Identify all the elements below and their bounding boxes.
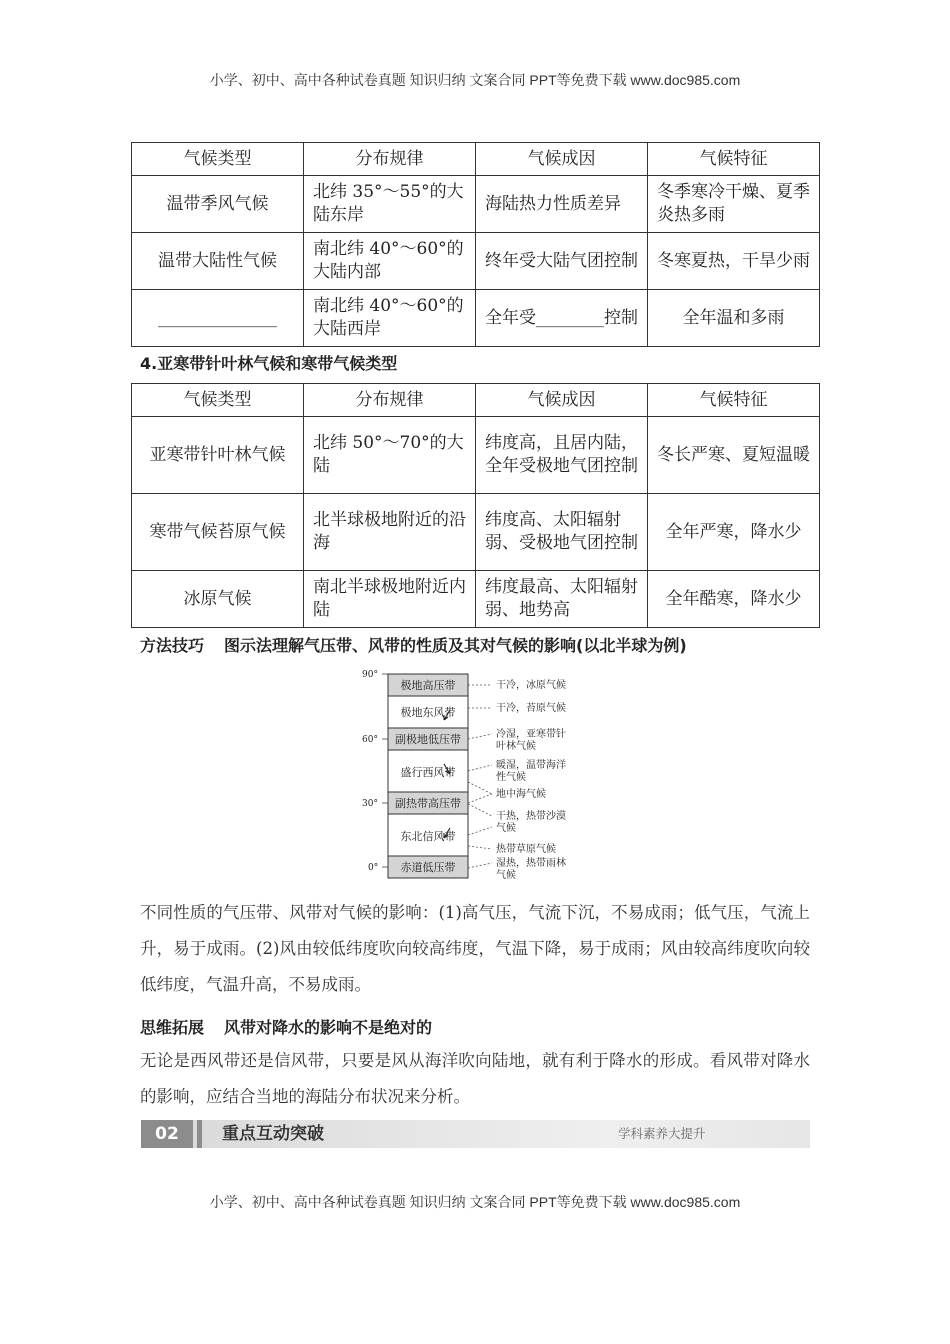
climate-tundra: 干冷，苔原气候 <box>496 703 566 714</box>
climate-savanna: 热带草原气候 <box>496 844 556 855</box>
climate-rainforest-line2: 气候 <box>496 870 516 881</box>
table-row <box>132 417 820 494</box>
table-row <box>132 494 820 571</box>
lat-label-0: 0° <box>368 863 379 873</box>
belt-equatorial-low: 赤道低压带 <box>400 861 456 874</box>
thinking-extension-title <box>140 1015 432 1038</box>
leader-lines <box>468 685 492 868</box>
climate-ice-cap: 干冷，冰原气候 <box>496 680 566 691</box>
climate-oceanic-line1: 暖湿，温带海洋 <box>496 760 566 771</box>
cell-cause: 终年受大陆气团控制 <box>476 233 648 290</box>
banner-number: 02 <box>141 1120 193 1148</box>
banner-subtitle: 学科素养大提升 <box>618 1126 706 1141</box>
cell-climate-type-blank: ______________ <box>132 290 304 347</box>
belt-polar-easterlies: 极地东风带 <box>400 706 456 719</box>
lat-label-30: 30° <box>362 799 378 809</box>
lat-label-60: 60° <box>362 735 378 745</box>
page-footer: 小学、初中、高中各种试卷真题 知识归纳 文案合同 PPT等免费下载 www.doc985.com <box>209 1194 741 1210</box>
thinking-extension-label: 思维拓展 <box>140 1018 205 1037</box>
table-row <box>132 290 820 347</box>
belt-ne-trades: 东北信风带 <box>400 830 456 843</box>
cell-distribution: 南北半球极地附近内陆 <box>304 571 476 628</box>
climate-taiga-line2: 叶林气候 <box>496 741 536 752</box>
belt-subtropical-high: 副热带高压带 <box>395 797 461 810</box>
cell-feature: 全年温和多雨 <box>648 290 820 347</box>
cell-cause: 纬度最高、太阳辐射弱、地势高 <box>476 571 648 628</box>
method-tip-title <box>140 633 687 656</box>
table-row <box>132 233 820 290</box>
lat-label-90: 90° <box>362 670 378 680</box>
col-header: 气候类型 <box>132 143 304 176</box>
belt-westerlies: 盛行西风带 <box>400 766 456 779</box>
cell-cause: 纬度高、太阳辐射弱、受极地气团控制 <box>476 494 648 571</box>
belt-polar-high: 极地高压带 <box>400 679 456 692</box>
extension-paragraph: 无论是西风带还是信风带，只要是风从海洋吹向陆地，就有利于降水的形成。看风带对降水的影响，应结合当地的海陆分布状况来分析。 <box>140 1051 810 1106</box>
thinking-extension-text: 风带对降水的影响不是绝对的 <box>224 1018 433 1037</box>
col-header: 分布规律 <box>304 384 476 417</box>
cell-distribution: 南北纬 40°～60°的大陆内部 <box>304 233 476 290</box>
cell-climate-type: 寒带气候苔原气候 <box>132 494 304 571</box>
cell-cause: 全年受________控制 <box>476 290 648 347</box>
climate-table-temperate <box>131 142 820 347</box>
col-header: 气候类型 <box>132 384 304 417</box>
pressure-wind-belt-diagram <box>360 664 600 890</box>
cell-feature: 冬长严寒、夏短温暖 <box>648 417 820 494</box>
cell-distribution: 北半球极地附近的沿海 <box>304 494 476 571</box>
cell-feature: 全年严寒，降水少 <box>648 494 820 571</box>
cell-climate-type: 温带大陆性气候 <box>132 233 304 290</box>
climate-desert-line1: 干热，热带沙漠 <box>496 811 566 822</box>
explanation-paragraph: 不同性质的气压带、风带对气候的影响：(1)高气压，气流下沉，不易成雨；低气压，气流上升，易于成雨。(2)风由较低纬度吹向较高纬度，气温下降，易于成雨；风由较高纬度吹向较低纬度，气温升高，不易成雨。 <box>140 903 810 994</box>
climate-rainforest-line1: 湿热，热带雨林 <box>496 858 566 869</box>
cell-climate-type: 冰原气候 <box>132 571 304 628</box>
table-row <box>132 176 820 233</box>
table-row <box>132 571 820 628</box>
cell-climate-type: 亚寒带针叶林气候 <box>132 417 304 494</box>
climate-oceanic-line2: 性气候 <box>496 772 526 783</box>
cell-feature: 全年酷寒，降水少 <box>648 571 820 628</box>
cell-distribution: 南北纬 40°～60°的大陆西岸 <box>304 290 476 347</box>
col-header: 分布规律 <box>304 143 476 176</box>
climate-taiga-line1: 冷湿，亚寒带针 <box>496 729 566 740</box>
col-header: 气候成因 <box>476 143 648 176</box>
table-header-row <box>132 384 820 417</box>
cell-distribution: 北纬 35°～55°的大陆东岸 <box>304 176 476 233</box>
banner-divider <box>197 1120 202 1148</box>
method-tip-label: 方法技巧 <box>140 636 205 655</box>
cell-feature: 冬季寒冷干燥、夏季炎热多雨 <box>648 176 820 233</box>
climate-desert-line2: 气候 <box>496 823 516 834</box>
page-header: 小学、初中、高中各种试卷真题 知识归纳 文案合同 PPT等免费下载 www.doc985.com <box>209 72 741 88</box>
cell-feature: 冬寒夏热，干旱少雨 <box>648 233 820 290</box>
cell-cause: 海陆热力性质差异 <box>476 176 648 233</box>
climate-table-subarctic <box>131 383 820 628</box>
belt-subpolar-low: 副极地低压带 <box>395 733 461 746</box>
cell-distribution: 北纬 50°～70°的大陆 <box>304 417 476 494</box>
cell-climate-type: 温带季风气候 <box>132 176 304 233</box>
col-header: 气候特征 <box>648 143 820 176</box>
cell-cause: 纬度高，且居内陆，全年受极地气团控制 <box>476 417 648 494</box>
section-4-title: 4.亚寒带针叶林气候和寒带气候类型 <box>140 354 398 373</box>
section-banner <box>141 1120 810 1148</box>
method-tip-text: 图示法理解气压带、风带的性质及其对气候的影响(以北半球为例) <box>224 636 687 655</box>
banner-title: 重点互动突破 <box>222 1124 324 1144</box>
table-header-row <box>132 143 820 176</box>
col-header: 气候特征 <box>648 384 820 417</box>
col-header: 气候成因 <box>476 384 648 417</box>
climate-mediterranean: 地中海气候 <box>496 789 546 800</box>
